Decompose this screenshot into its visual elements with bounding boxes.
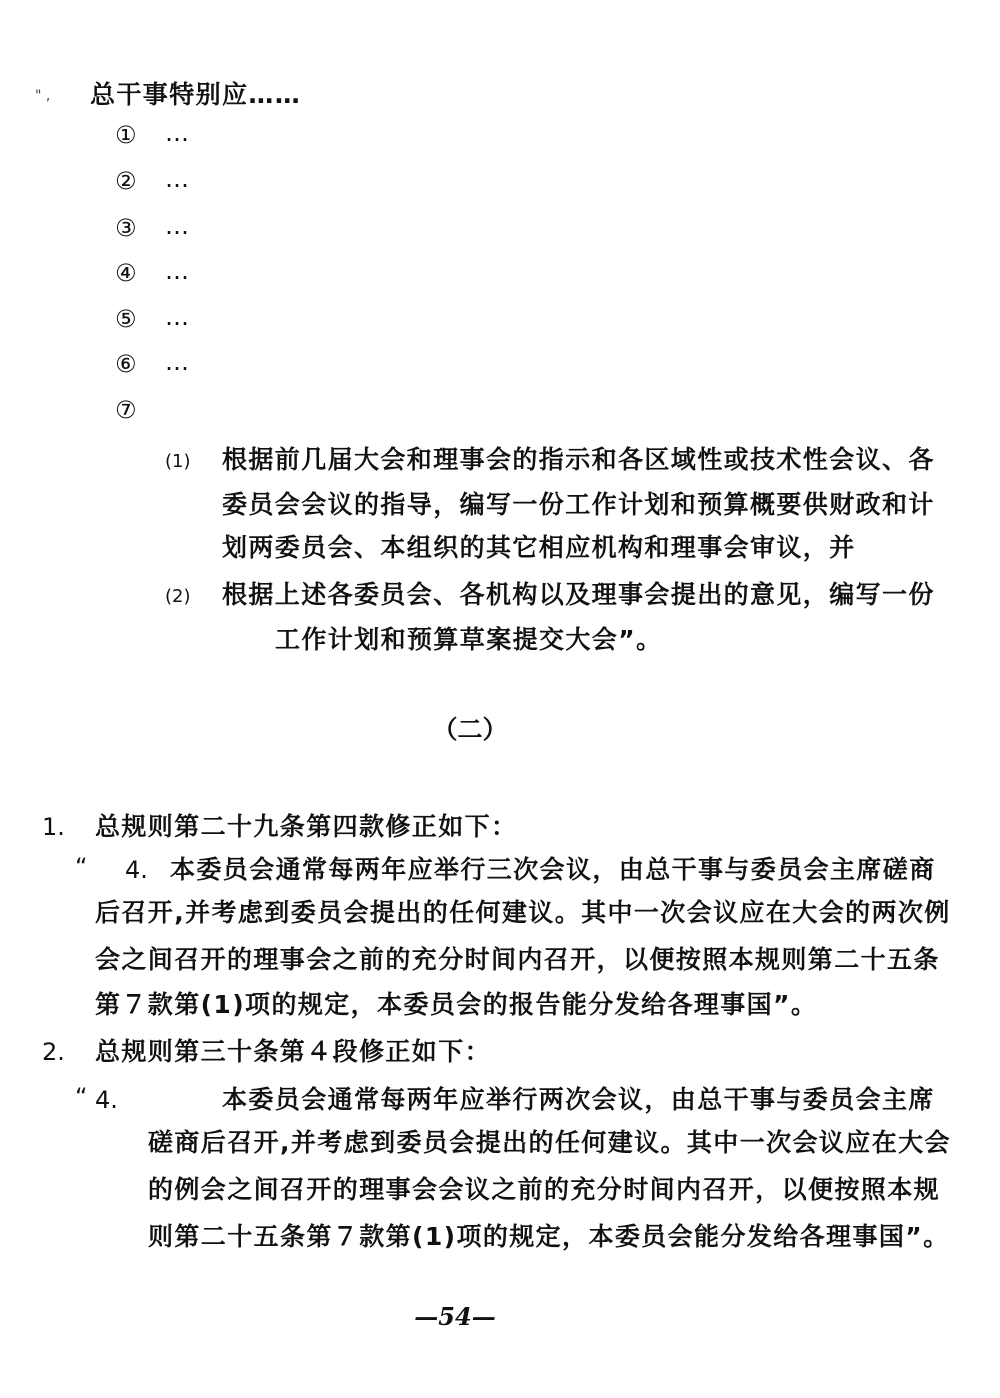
amendment-title: 总规则第二十九条第四款修正如下：	[95, 812, 518, 841]
paragraph-number: 4.	[125, 856, 148, 884]
paragraph-number: 4.	[95, 1086, 118, 1114]
text-line: 则第二十五条第７款第(1)项的规定，本委员会能分发给各理事国”。	[148, 1222, 950, 1251]
sub-item-number: (1)	[165, 451, 191, 472]
amendment-title: 总规则第三十条第４段修正如下：	[95, 1037, 492, 1066]
item-ellipsis: …	[165, 348, 189, 376]
item-ellipsis: …	[165, 212, 189, 240]
item-number: ②	[115, 167, 137, 195]
item-number: ④	[115, 259, 137, 287]
item-ellipsis: …	[165, 165, 189, 193]
text-line: 根据上述各委员会、各机构以及理事会提出的意见，编写一份	[222, 580, 935, 609]
sub-item-number: (2)	[165, 586, 191, 607]
text-line: 工作计划和预算草案提交大会”。	[275, 625, 663, 654]
item-ellipsis: …	[165, 303, 189, 331]
scan-artifact: " ,	[35, 88, 51, 104]
text-line: 第７款第(1)项的规定，本委员会的报告能分发给各理事国”。	[95, 990, 818, 1019]
quote-mark: “	[75, 1083, 88, 1111]
intro-line: 总干事特别应……	[90, 80, 302, 109]
item-ellipsis: …	[165, 119, 189, 147]
amendment-number: 1.	[42, 813, 65, 841]
quote-mark: “	[75, 853, 88, 881]
item-number: ⑦	[115, 396, 137, 424]
text-line: 委员会会议的指导，编写一份工作计划和预算概要供财政和计	[222, 490, 935, 519]
text-line: 划两委员会、本组织的其它相应机构和理事会审议，并	[222, 533, 856, 562]
text-line: 会之间召开的理事会之前的充分时间内召开，以便按照本规则第二十五条	[95, 945, 940, 974]
section-heading: （二）	[432, 715, 508, 744]
amendment-number: 2.	[42, 1038, 65, 1066]
item-number: ③	[115, 214, 137, 242]
text-line: 后召开,并考虑到委员会提出的任何建议。其中一次会议应在大会的两次例	[95, 898, 951, 927]
text-line: 本委员会通常每两年应举行三次会议，由总干事与委员会主席磋商	[170, 855, 936, 884]
page-number: —54—	[414, 1302, 496, 1331]
text-line: 磋商后召开,并考虑到委员会提出的任何建议。其中一次会议应在大会	[148, 1128, 951, 1157]
text-line: 本委员会通常每两年应举行两次会议，由总干事与委员会主席	[222, 1085, 935, 1114]
item-number: ①	[115, 121, 137, 149]
item-number: ⑤	[115, 305, 137, 333]
item-ellipsis: …	[165, 257, 189, 285]
text-line: 的例会之间召开的理事会会议之前的充分时间内召开，以便按照本规	[148, 1175, 941, 1204]
item-number: ⑥	[115, 350, 137, 378]
text-line: 根据前几届大会和理事会的指示和各区域性或技术性会议、各	[222, 445, 935, 474]
